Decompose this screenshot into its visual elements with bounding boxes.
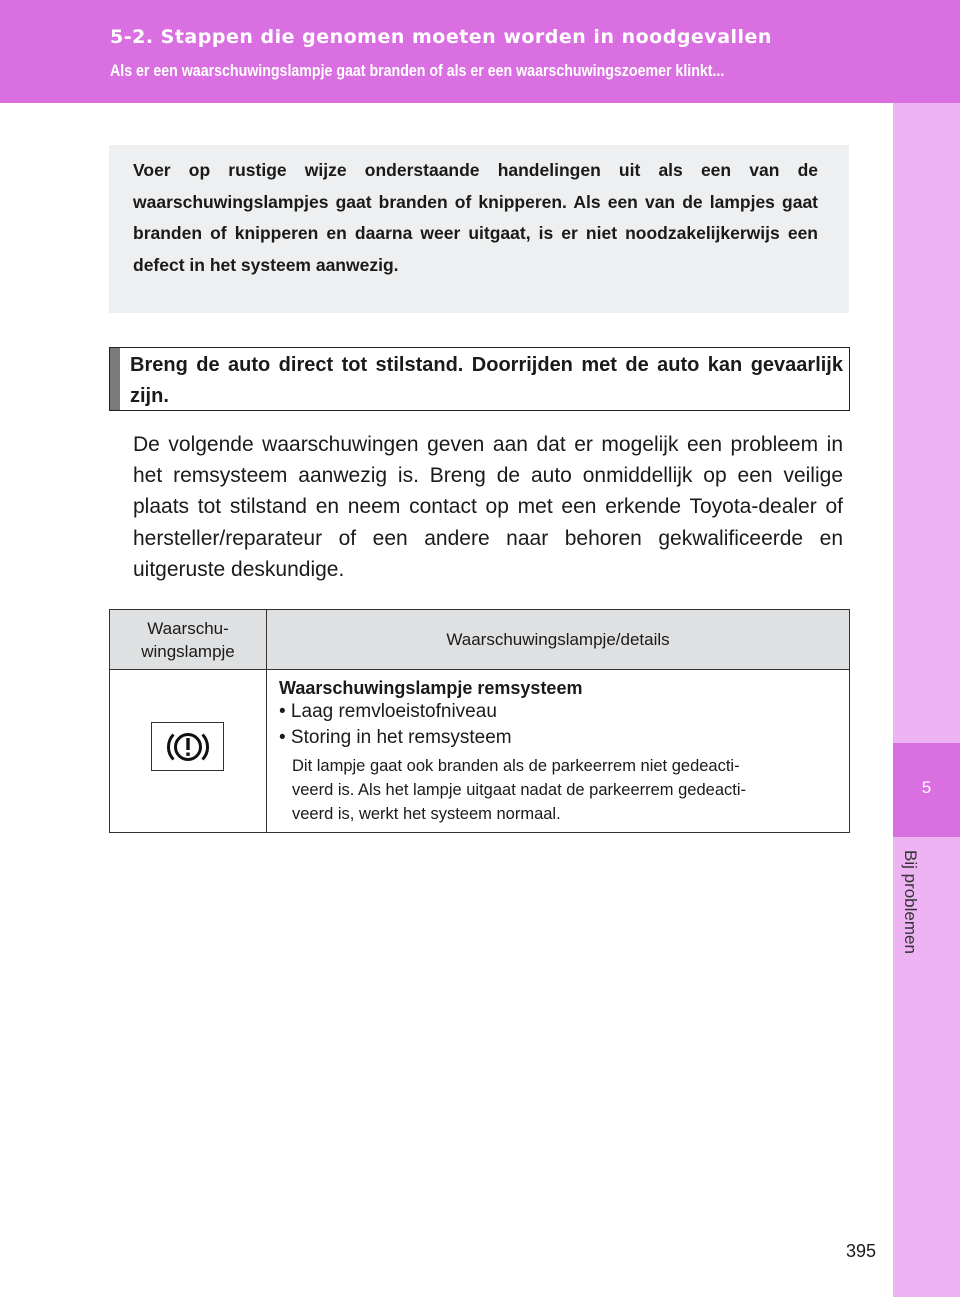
intro-text: Voer op rustige wijze onderstaande handelingen uit als een van de waarschuwingslampjes gaat branden of knipperen. Als een van de lampjes gaat branden of knipperen en daarna weer uitgaat, is er niet noodzakelijkerwijs een defect in het systeem aanwezig. (133, 160, 818, 275)
table-header-details: Waarschuwingslampje/details (267, 610, 850, 670)
chapter-label: Bij problemen (901, 850, 920, 954)
note-line1: Dit lampje gaat ook branden als de parkeerrem niet gedeacti- (292, 757, 740, 775)
icon-cell (110, 670, 267, 833)
side-tab-strip (893, 103, 960, 1297)
intro-box (109, 145, 849, 313)
detail-note (279, 754, 841, 826)
warning-heading (109, 347, 850, 411)
chapter-label-container (900, 850, 930, 980)
details-cell (267, 670, 850, 833)
section-title: 5-2. Stappen die genomen moeten worden in noodgevallen (110, 26, 772, 48)
chapter-tab[interactable] (893, 743, 960, 837)
detail-bullet: • Storing in het remsysteem (279, 727, 512, 748)
note-line2: veerd is. Als het lampje uitgaat nadat de parkeerrem gedeacti- (292, 781, 747, 799)
body-paragraph: De volgende waarschuwingen geven aan dat er mogelijk een probleem in het remsysteem aanwezig is. Breng de auto onmiddellijk op een veilige plaats tot stilstand en neem contact op met een erkende Toyota-dealer of hersteller/reparateur of een andere naar behoren gekwalificeerde en uitgeruste deskundige. (133, 433, 843, 581)
table-row (110, 670, 850, 833)
header-lamp-line2: wingslampje (141, 641, 235, 661)
warning-heading-text: Breng de auto direct tot stilstand. Doorrijden met de auto kan gevaarlijk zijn. (130, 354, 843, 407)
detail-title: Waarschuwingslampje remsysteem (279, 678, 583, 698)
brake-warning-icon (151, 722, 224, 771)
table-header-row (110, 610, 850, 670)
heading-accent-bar (110, 348, 120, 410)
header-lamp-line1: Waarschu- (147, 618, 229, 638)
table-header-lamp (110, 610, 267, 670)
page-header (0, 0, 960, 103)
chapter-number: 5 (921, 778, 932, 797)
note-line3: veerd is, werkt het systeem normaal. (292, 805, 561, 823)
section-subtitle: Als er een waarschuwingslampje gaat branden of als er een waarschuwingszoemer klinkt... (110, 62, 725, 80)
page-number: 395 (846, 1241, 877, 1261)
warning-table (109, 609, 850, 833)
detail-bullet: • Laag remvloeistofniveau (279, 701, 497, 722)
